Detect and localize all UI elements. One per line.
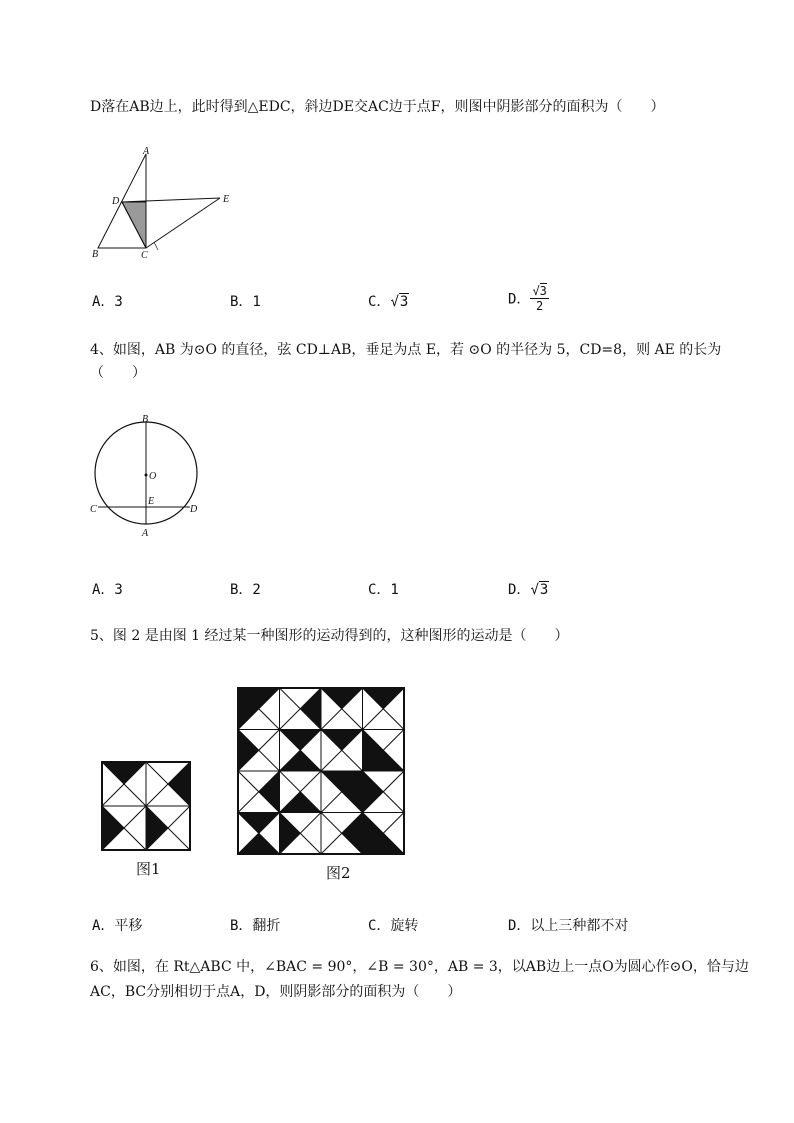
q4-stem-line2: （ ）: [90, 365, 146, 381]
q5-stem: 5、图 2 是由图 1 经过某一种图形的运动得到的，这种图形的运动是（ ）: [90, 628, 569, 644]
q5-figure-1: [102, 762, 190, 850]
q4-option-a: A．3: [92, 582, 123, 598]
q3-triangle-figure: [88, 142, 248, 262]
q6-stem-line1: 6、如图，在 Rt△ABC 中，∠BAC = 90°，∠B = 30°，AB = 3，以AB边上一点O为圆心作⊙O，恰与边: [90, 959, 749, 975]
q3-stem: D落在AB边上，此时得到△EDC，斜边DE交AC边于点F，则图中阴影部分的面积为（ ）: [90, 99, 665, 115]
q3-option-b: B．1: [230, 294, 261, 310]
label-C: C: [141, 250, 148, 261]
sqrt-symbol: √3: [390, 294, 409, 310]
label-O: O: [149, 471, 157, 482]
q4-option-b: B．2: [230, 582, 261, 598]
q3-option-a: A．3: [92, 294, 123, 310]
q5-fig2-caption: 图2: [326, 864, 351, 882]
q6-stem-line2: AC，BC分别相切于点A，D，则阴影部分的面积为（ ）: [90, 984, 462, 1000]
label-E: E: [223, 194, 230, 205]
q5-option-d: D．以上三种都不对: [508, 918, 629, 934]
q5-fig1-caption: 图1: [136, 860, 161, 878]
q4-stem-line1: 4、如图，AB 为⊙O 的直径，弦 CD⊥AB，垂足为点 E，若 ⊙O 的半径为 5，CD=8，则 AE 的长为: [90, 342, 722, 358]
q5-option-a: A．平移: [92, 918, 143, 934]
q5-option-c: C．旋转: [368, 918, 419, 934]
q4-option-c: C．1: [368, 582, 399, 598]
label-D: D: [190, 504, 198, 515]
label-A: A: [142, 528, 149, 539]
label-B: B: [92, 249, 99, 260]
label-B: B: [142, 414, 149, 425]
q4-circle-figure: [86, 412, 216, 542]
q5-figure-2: [238, 688, 404, 854]
label-C: C: [90, 504, 97, 515]
q4-option-d: D．√3: [508, 582, 549, 598]
q3-option-d: D． $\frac{√3}{2}$: [508, 284, 547, 313]
label-D: D: [112, 196, 120, 207]
label-A: A: [143, 146, 150, 157]
sqrt-symbol: √3: [530, 582, 549, 598]
q3-option-c: C．√3: [368, 294, 409, 310]
q5-option-b: B．翻折: [230, 918, 281, 934]
label-E: E: [148, 496, 155, 507]
